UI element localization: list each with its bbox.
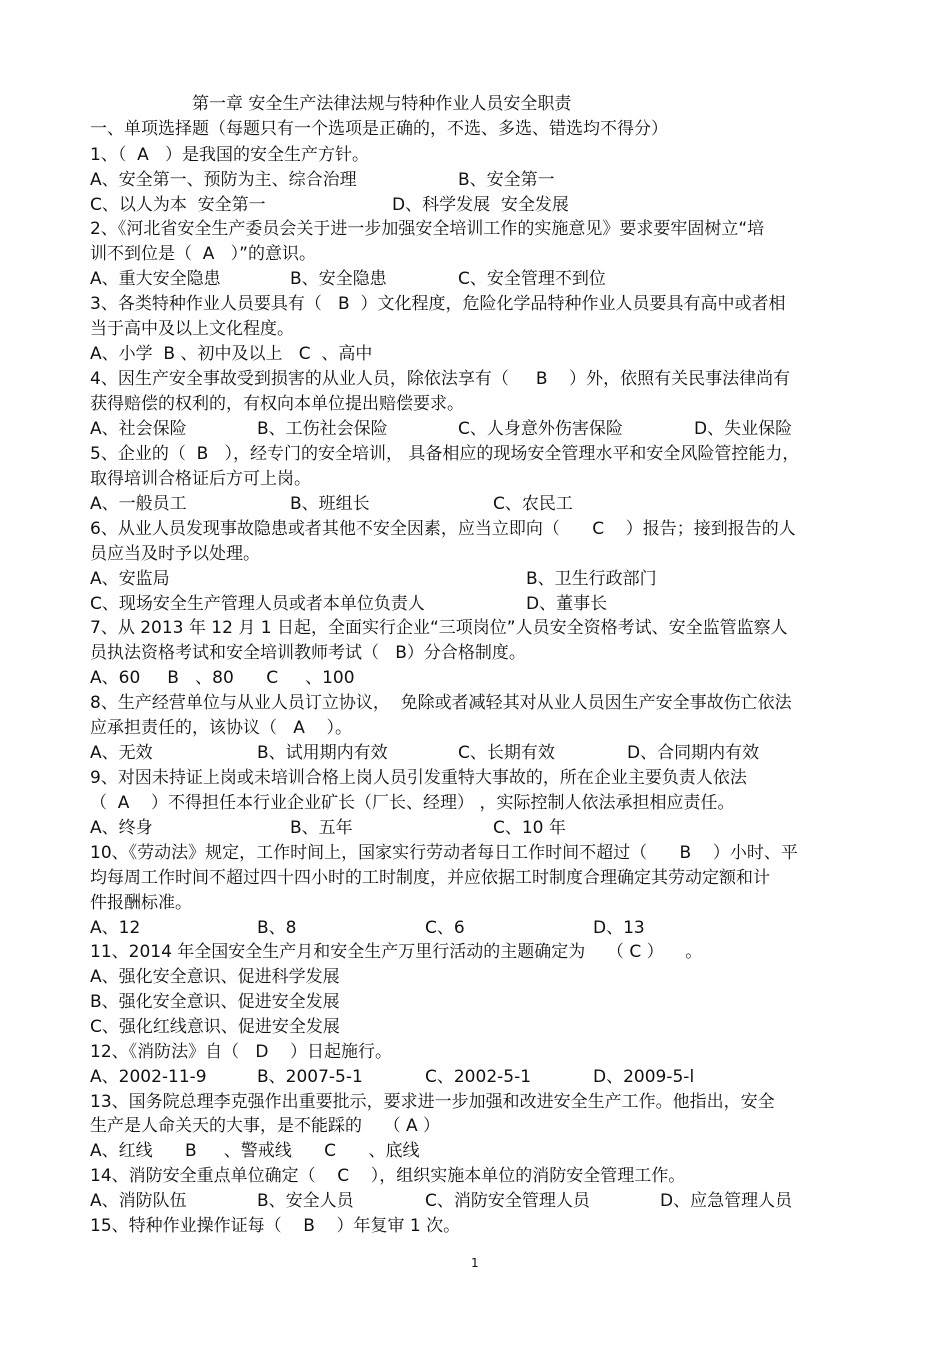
question-2-stem-line-2: 训不到位是（ A ）”的意识。 <box>90 244 316 264</box>
question-9-option-a: A、终身 <box>90 818 153 838</box>
question-3-stem-line-1: 3、各类特种作业人员要具有（ B ）文化程度，危险化学品特种作业人员要具有高中或者相 <box>90 294 786 314</box>
question-8-option-a: A、无效 <box>90 743 153 763</box>
section-heading: 一、单项选择题（每题只有一个选项是正确的，不选、多选、错选均不得分） <box>90 119 668 139</box>
question-14-option-a: A、消防队伍 <box>90 1191 187 1211</box>
question-1-stem: 1、（ A ）是我国的安全生产方针。 <box>90 145 369 165</box>
question-13-stem-line-1: 13、国务院总理李克强作出重要批示，要求进一步加强和改进安全生产工作。他指出，安全 <box>90 1092 775 1112</box>
question-15-stem: 15、特种作业操作证每（ B ）年复审 1 次。 <box>90 1216 461 1236</box>
question-5-option-b: B、班组长 <box>290 494 370 514</box>
question-2-option-c: C、安全管理不到位 <box>458 269 606 289</box>
question-7-options: A、60 B 、80 C 、100 <box>90 668 355 688</box>
question-1-option-a: A、安全第一、预防为主、综合治理 <box>90 170 357 190</box>
question-2-option-a: A、重大安全隐患 <box>90 269 221 289</box>
question-8-option-c: C、长期有效 <box>458 743 555 763</box>
question-8-stem-line-2: 应承担责任的，该协议（ A ）。 <box>90 718 352 738</box>
question-11-stem: 11、2014 年全国安全生产月和安全生产万里行活动的主题确定为 （ C ） 。 <box>90 942 703 962</box>
question-8-option-d: D、合同期内有效 <box>627 743 760 763</box>
question-5-option-a: A、一般员工 <box>90 494 187 514</box>
question-10-option-b: B、8 <box>257 918 297 938</box>
question-6-option-d: D、董事长 <box>526 594 608 614</box>
question-11-option-a: A、强化安全意识、促进科学发展 <box>90 967 340 987</box>
chapter-title: 第一章 安全生产法律法规与特种作业人员安全职责 <box>192 94 572 114</box>
question-3-options: A、小学 B 、初中及以上 C 、高中 <box>90 344 373 364</box>
question-14-option-d: D、应急管理人员 <box>660 1191 793 1211</box>
question-13-stem-line-2: 生产是人命关天的大事，是不能踩的 （ A ） <box>90 1116 441 1136</box>
question-7-stem-line-2: 员执法资格考试和安全培训教师考试（ B）分合格制度。 <box>90 643 526 663</box>
question-10-stem-line-1: 10、《劳动法》规定，工作时间上，国家实行劳动者每日工作时间不超过（ B ）小时、平 <box>90 843 798 863</box>
question-9-option-c: C、10 年 <box>493 818 566 838</box>
question-5-stem-line-2: 取得培训合格证后方可上岗。 <box>90 469 311 489</box>
question-4-stem-line-2: 获得赔偿的权利的，有权向本单位提出赔偿要求。 <box>90 394 464 414</box>
question-12-option-d: D、2009-5-l <box>593 1067 695 1087</box>
question-10-stem-line-3: 件报酬标准。 <box>90 893 192 913</box>
question-4-option-c: C、人身意外伤害保险 <box>458 419 623 439</box>
question-7-stem-line-1: 7、从 2013 年 12 月 1 日起，全面实行企业“三项岗位”人员安全资格考试、安全监管监察人 <box>90 618 788 638</box>
question-9-stem-line-1: 9、对因未持证上岗或未培训合格上岗人员引发重特大事故的，所在企业主要负责人依法 <box>90 768 747 788</box>
question-10-option-a: A、12 <box>90 918 141 938</box>
question-9-stem-line-2: （ A ）不得担任本行业企业矿长（厂长、经理） ，实际控制人依法承担相应责任。 <box>90 793 735 813</box>
question-14-option-c: C、消防安全管理人员 <box>425 1191 590 1211</box>
page-number: 1 <box>471 1256 479 1270</box>
question-5-option-c: C、农民工 <box>493 494 573 514</box>
question-12-option-c: C、2002-5-1 <box>425 1067 532 1087</box>
question-14-stem: 14、消防安全重点单位确定（ C ），组织实施本单位的消防安全管理工作。 <box>90 1166 686 1186</box>
question-10-stem-line-2: 均每周工作时间不超过四十四小时的工时制度，并应依据工时制度合理确定其劳动定额和计 <box>90 868 770 888</box>
question-13-options: A、红线 B 、警戒线 C 、底线 <box>90 1141 420 1161</box>
question-4-option-a: A、社会保险 <box>90 419 187 439</box>
question-6-stem-line-1: 6、从业人员发现事故隐患或者其他不安全因素，应当立即向（ C ）报告；接到报告的人 <box>90 519 796 539</box>
question-10-option-c: C、6 <box>425 918 465 938</box>
question-12-option-a: A、2002-11-9 <box>90 1067 207 1087</box>
question-1-option-d: D、科学发展 安全发展 <box>392 195 569 215</box>
question-1-option-b: B、安全第一 <box>458 170 555 190</box>
question-14-option-b: B、安全人员 <box>257 1191 354 1211</box>
question-10-option-d: D、13 <box>593 918 645 938</box>
question-1-option-c: C、以人为本 安全第一 <box>90 195 266 215</box>
question-2-stem-line-1: 2、《河北省安全生产委员会关于进一步加强安全培训工作的实施意见》要求要牢固树立“培 <box>90 219 765 239</box>
question-4-option-b: B、工伤社会保险 <box>257 419 388 439</box>
question-6-option-b: B、卫生行政部门 <box>526 569 657 589</box>
question-12-option-b: B、2007-5-1 <box>257 1067 363 1087</box>
question-2-option-b: B、安全隐患 <box>290 269 387 289</box>
question-11-option-c: C、强化红线意识、促进安全发展 <box>90 1017 340 1037</box>
question-6-stem-line-2: 员应当及时予以处理。 <box>90 544 260 564</box>
question-3-stem-line-2: 当于高中及以上文化程度。 <box>90 319 294 339</box>
question-6-option-a: A、安监局 <box>90 569 170 589</box>
question-12-stem: 12、《消防法》自（ D ）日起施行。 <box>90 1042 393 1062</box>
question-11-option-b: B、强化安全意识、促进安全发展 <box>90 992 340 1012</box>
question-8-stem-line-1: 8、生产经营单位与从业人员订立协议， 免除或者减轻其对从业人员因生产安全事故伤亡依法 <box>90 693 792 713</box>
question-8-option-b: B、试用期内有效 <box>257 743 388 763</box>
question-4-option-d: D、失业保险 <box>694 419 793 439</box>
question-4-stem-line-1: 4、因生产安全事故受到损害的从业人员，除依法享有（ B ）外，依照有关民事法律尚有 <box>90 369 791 389</box>
question-5-stem-line-1: 5、企业的（ B ），经专门的安全培训， 具备相应的现场安全管理水平和安全风险管控能力， <box>90 444 800 464</box>
question-6-option-c: C、现场安全生产管理人员或者本单位负责人 <box>90 594 425 614</box>
question-9-option-b: B、五年 <box>290 818 353 838</box>
